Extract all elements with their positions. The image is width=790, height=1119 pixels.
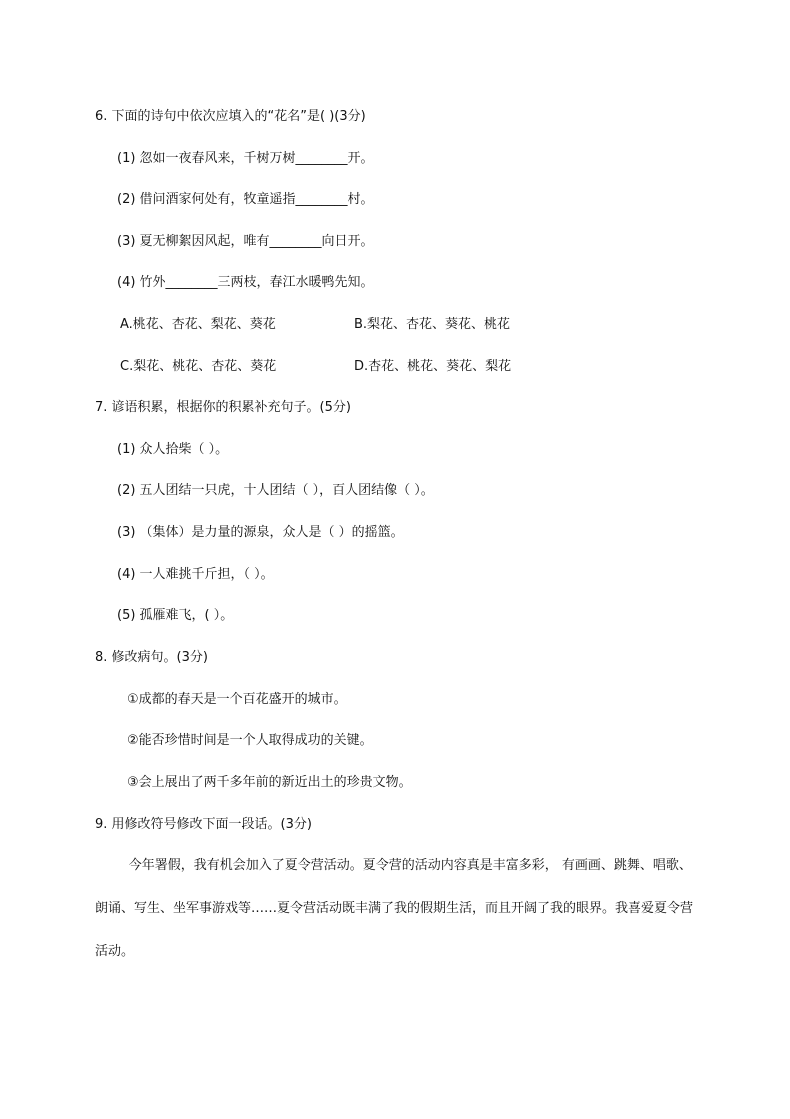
question-6-option-a: A.桃花、杏花、梨花、葵花 [120,317,276,332]
question-6-item-4: (4) 竹外________三两枝，春江水暖鸭先知。 [117,275,374,290]
question-7-heading: 7. 谚语积累，根据你的积累补充句子。(5分) [95,400,351,415]
question-8-item-3: ③会上展出了两千多年前的新近出土的珍贵文物。 [127,775,412,790]
question-8-item-1: ①成都的春天是一个百花盛开的城市。 [127,692,347,707]
question-7-item-5: (5) 孤雁难飞，( ）。 [117,608,234,623]
question-6-option-c: C.梨花、桃花、杏花、葵花 [120,359,277,374]
question-9-paragraph: 今年署假，我有机会加入了夏令营活动。夏令营的活动内容真是丰富多彩， 有画画、跳舞、唱歌、朗诵、写生、坐军事游戏等……夏令营活动既丰满了我的假期生活，而且开阔了我的眼界。我喜爱夏令营活动。 [95,858,694,959]
question-6-item-1: (1) 忽如一夜春风来，千树万树________开。 [117,151,374,166]
question-6-item-2: (2) 借问酒家何处有，牧童遥指________村。 [117,192,374,207]
question-7-item-4: (4) 一人难挑千斤担，（ ）。 [117,567,274,582]
question-8-heading: 8. 修改病句。(3分) [95,650,208,665]
question-9-heading: 9. 用修改符号修改下面一段话。(3分) [95,817,312,832]
question-6-option-b: B.梨花、杏花、葵花、桃花 [354,317,511,332]
question-8-item-2: ②能否珍惜时间是一个人取得成功的关键。 [127,733,373,748]
question-6-heading: 6. 下面的诗句中依次应填入的“花名”是( )(3分) [95,109,366,124]
question-7-item-1: (1) 众人拾柴（ ）。 [117,442,229,457]
question-7-item-3: (3) （集体）是力量的源泉，众人是（ ）的摇篮。 [117,525,404,540]
question-6-item-3: (3) 夏无柳絮因风起，唯有________向日开。 [117,234,374,249]
question-7-item-2: (2) 五人团结一只虎，十人团结（ ），百人团结像（ ）。 [117,483,434,498]
question-6-option-d: D.杏花、桃花、葵花、梨花 [354,359,512,374]
